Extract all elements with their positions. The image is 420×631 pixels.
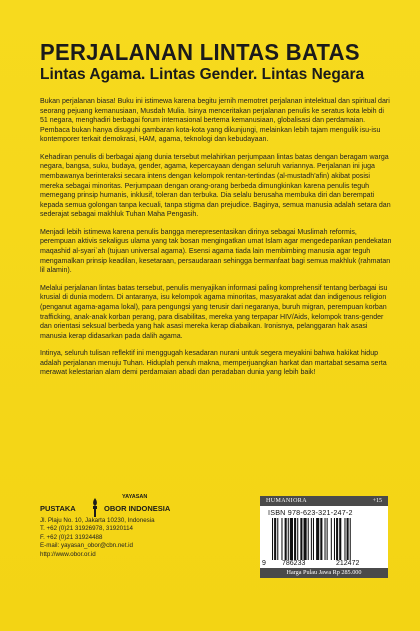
barcode-bar (311, 518, 312, 560)
barcode-image (270, 518, 382, 560)
barcode-bar (350, 518, 351, 560)
barcode-bar (334, 518, 335, 560)
barcode-bar (339, 518, 341, 560)
barcode-bar (313, 518, 314, 560)
blurb (40, 97, 392, 386)
barcode-bar (290, 518, 293, 560)
barcode-bar (308, 518, 309, 560)
blurb-paragraph: Intinya, seluruh tulisan reflektif ini menggugah kesadaran nurani untuk segera meyakini bahwa hakikat hidup adalah perjalanan menuju Tuhan. Hiduplah penuh makna, memperjuangkan harkat dan martabat sesama serta merawat kelestarian alam demi perdamaian abadi dan peradaban dunia yang lebih baik! (40, 350, 387, 377)
genre-label: HUMANIORA (266, 497, 307, 504)
barcode-bar (272, 518, 273, 560)
address-line: Jl. Plaju No. 10, Jakarta 10230, Indonesia (40, 517, 155, 524)
blurb-paragraph: Menjadi lebih istimewa karena penulis bangga merepresentasikan dirinya sebagai Muslimah reformis, perempuan aktivis sekaligus ulama yang tak bosan mengingatkan umat Islam agar mengedepankan pendekatan maqashid al-syari`ah (tujuan universal agama). Esensi agama tiada lain membimbing manusia agar teguh mengamalkan prinsip keadilan, kesetaraan, persaudaraan sehingga bermanfaat bagi semua makhluk (rahmatan lil alamin). (40, 228, 392, 275)
address-line: E-mail: yayasan_obor@cbn.net.id (40, 542, 133, 550)
book-title: PERJALANAN LINTAS BATAS (40, 38, 360, 66)
barcode-bar (331, 518, 332, 560)
barcode-bar (277, 518, 278, 560)
barcode-bar (281, 518, 282, 560)
barcode-bar (347, 518, 349, 560)
age-rating: +15 (372, 497, 382, 504)
isbn-number: ISBN 978-623-321-247-2 (268, 508, 353, 517)
barcode-digits-right: 212472 (336, 560, 360, 567)
barcode-bar (274, 518, 276, 560)
blurb-paragraph: Kehadiran penulis di berbagai ajang dunia tersebut melahirkan perjumpaan lintas batas dengan beragam warga negara, bangsa, suku, budaya, gender, agama, kepercayaan dengan seluruh variannya. Perjalanan ini juga membawanya berinteraksi secara intens dengan kelompok rentan-tertindas (al-mustadh'afin) akibat posisi mereka sebagai minoritas. Perjumpaan dengan orang-orang berbeda dimungkinkan karena penulis teguh memegang prinsip humanis, inklusif, toleran dan terbuka. Dia selalu berusaha membuka diri dan berempati kepada semua golongan tanpa kecuali, tanpa stigma dan prejudice. Baginya, semua manusia adalah setara dan sederajat sebagai makhluk Tuhan Maha Pengasih. (40, 153, 391, 219)
torch-icon (84, 496, 106, 518)
address-line: T. +62 (0)21 31926978, 31920114 (40, 525, 133, 533)
book-subtitle: Lintas Agama. Lintas Gender. Lintas Negara (40, 66, 365, 83)
barcode-bar (344, 518, 345, 560)
barcode-digits-left: 786233 (282, 560, 306, 567)
barcode-bar (336, 518, 338, 560)
publisher-name-right: OBOR INDONESIA (104, 504, 171, 513)
publisher-address (40, 517, 240, 559)
blurb-paragraph: Bukan perjalanan biasa! Buku ini istimewa karena begitu jernih memotret perjalanan intelektual dan spiritual dari seorang pejuang kemanusiaan, Musdah Mulia. Isinya menceritakan perjalanan penulis ke seratus kota lebih di 51 negara, menghadiri berbagai forum internasional bertema kemanusiaan, globalisasi dan perdamaian. Pembaca bukan hanya disuguhi gambaran kota-kota yang dikunjungi, melainkan lebih tajam mengulik isu-isu kontemporer terkait demokrasi, HAM, agama, teknologi dan kebudayaan. (40, 98, 390, 144)
barcode-bar (297, 518, 298, 560)
barcode-bar (320, 518, 322, 560)
barcode-bar (304, 518, 307, 560)
barcode-bar (325, 518, 326, 560)
barcode-bar (285, 518, 287, 560)
barcode-bar (316, 518, 319, 560)
address-line: http://www.obor.or.id (40, 550, 96, 558)
barcode-digit: 9 (262, 560, 266, 567)
barcode-bar (327, 518, 328, 560)
genre-bar (260, 496, 388, 506)
address-line: F. +62 (0)21 31924488 (40, 533, 103, 541)
barcode-bar (294, 518, 296, 560)
blurb-paragraph: Melalui perjalanan lintas batas tersebut, penulis menyajikan informasi paling komprehensif tentang berbagai isu krusial di dunia modern. Di antaranya, isu kelompok agama minoritas, masyarakat adat dan indigenous religion (penganut agama-agama lokal), para pengungsi yang terusir dari negaranya, buruh migran, perempuan korban trafficking, anak-anak korban perang, para disabilitas, mereka yang terpapar HIV/Aids, kelompok trans-gender dan orientasi seksual berbeda yang hak asasi mereka kerap diabaikan. Ironisnya, pelanggaran hak asasi manusia kerap didasarkan pada dalih agama. (40, 284, 388, 340)
barcode-bar (300, 518, 302, 560)
price-label: Harga Pulau Jawa Rp 285.000 (260, 568, 388, 578)
barcode-bar (288, 518, 289, 560)
publisher-name-left: PUSTAKA (40, 504, 76, 513)
publisher-yayasan: YAYASAN (122, 494, 148, 500)
